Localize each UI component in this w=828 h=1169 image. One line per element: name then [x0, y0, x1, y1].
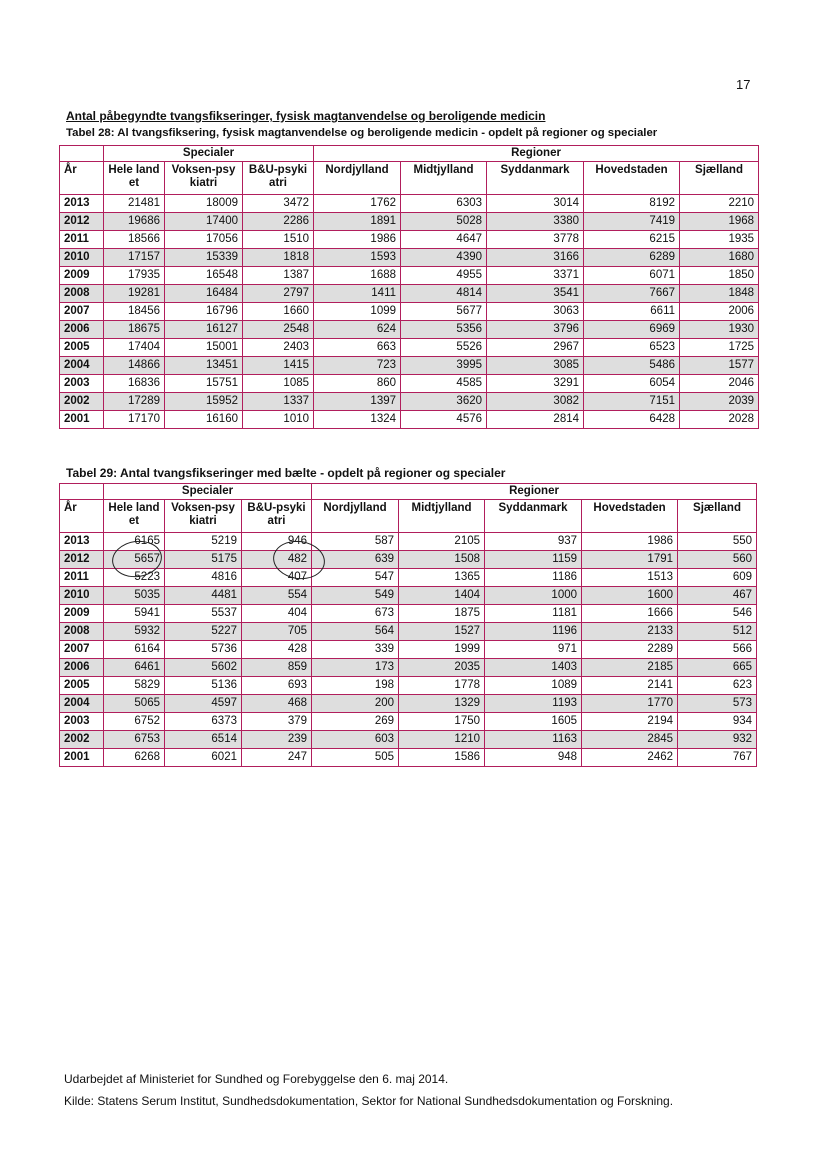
value-cell: 767 [678, 749, 757, 767]
footer-source: Kilde: Statens Serum Institut, Sundhedsdokumentation, Sektor for National Sundhedsdokumentation og Forskning. [64, 1094, 674, 1108]
year-cell: 2012 [60, 213, 104, 231]
value-cell: 4814 [401, 285, 487, 303]
year-cell: 2011 [60, 569, 104, 587]
table-row [60, 605, 757, 623]
table-row [60, 749, 757, 767]
value-cell: 17404 [104, 339, 165, 357]
value-cell: 200 [312, 695, 399, 713]
value-cell: 1875 [399, 605, 485, 623]
table-row [60, 249, 759, 267]
value-cell: 1850 [680, 267, 759, 285]
year-cell: 2005 [60, 339, 104, 357]
column-header: Voksen-psykiatri [165, 500, 242, 533]
group-header-regioner: Regioner [312, 484, 757, 500]
value-cell: 1848 [680, 285, 759, 303]
table28 [59, 145, 759, 429]
value-cell: 609 [678, 569, 757, 587]
value-cell: 1986 [314, 231, 401, 249]
value-cell: 1660 [243, 303, 314, 321]
value-cell: 5356 [401, 321, 487, 339]
year-cell: 2001 [60, 411, 104, 429]
column-header: Syddanmark [487, 162, 584, 195]
value-cell: 2133 [582, 623, 678, 641]
value-cell: 3014 [487, 195, 584, 213]
value-cell: 379 [242, 713, 312, 731]
year-cell: 2013 [60, 195, 104, 213]
value-cell: 1930 [680, 321, 759, 339]
value-cell: 1770 [582, 695, 678, 713]
value-cell: 1163 [485, 731, 582, 749]
value-cell: 339 [312, 641, 399, 659]
year-cell: 2004 [60, 357, 104, 375]
value-cell: 549 [312, 587, 399, 605]
table-row [60, 731, 757, 749]
value-cell: 6611 [584, 303, 680, 321]
year-cell: 2010 [60, 249, 104, 267]
value-cell: 17170 [104, 411, 165, 429]
value-cell: 1186 [485, 569, 582, 587]
value-cell: 19686 [104, 213, 165, 231]
value-cell: 16548 [165, 267, 243, 285]
value-cell: 1600 [582, 587, 678, 605]
value-cell: 5829 [104, 677, 165, 695]
value-cell: 2006 [680, 303, 759, 321]
column-header: Nordjylland [312, 500, 399, 533]
value-cell: 17157 [104, 249, 165, 267]
value-cell: 5932 [104, 623, 165, 641]
year-cell: 2012 [60, 551, 104, 569]
table-row [60, 695, 757, 713]
value-cell: 550 [678, 533, 757, 551]
section-heading: Antal påbegyndte tvangsfikseringer, fysisk magtanvendelse og beroligende medicin [66, 109, 546, 123]
value-cell: 1099 [314, 303, 401, 321]
column-header: År [60, 500, 104, 533]
value-cell: 1324 [314, 411, 401, 429]
value-cell: 723 [314, 357, 401, 375]
value-cell: 639 [312, 551, 399, 569]
value-cell: 18009 [165, 195, 243, 213]
value-cell: 1404 [399, 587, 485, 605]
value-cell: 14866 [104, 357, 165, 375]
value-cell: 2028 [680, 411, 759, 429]
value-cell: 560 [678, 551, 757, 569]
value-cell: 5136 [165, 677, 242, 695]
value-cell: 1891 [314, 213, 401, 231]
value-cell: 505 [312, 749, 399, 767]
value-cell: 5065 [104, 695, 165, 713]
value-cell: 1089 [485, 677, 582, 695]
value-cell: 6215 [584, 231, 680, 249]
value-cell: 1999 [399, 641, 485, 659]
value-cell: 554 [242, 587, 312, 605]
year-cell: 2010 [60, 587, 104, 605]
value-cell: 4597 [165, 695, 242, 713]
value-cell: 3796 [487, 321, 584, 339]
value-cell: 6514 [165, 731, 242, 749]
value-cell: 1986 [582, 533, 678, 551]
value-cell: 1387 [243, 267, 314, 285]
value-cell: 1397 [314, 393, 401, 411]
table-row [60, 713, 757, 731]
value-cell: 673 [312, 605, 399, 623]
value-cell: 1791 [582, 551, 678, 569]
table-row [60, 677, 757, 695]
value-cell: 564 [312, 623, 399, 641]
value-cell: 1818 [243, 249, 314, 267]
value-cell: 6268 [104, 749, 165, 767]
column-header: Voksen-psykiatri [165, 162, 243, 195]
value-cell: 17289 [104, 393, 165, 411]
value-cell: 1337 [243, 393, 314, 411]
value-cell: 5486 [584, 357, 680, 375]
value-cell: 5028 [401, 213, 487, 231]
value-cell: 3472 [243, 195, 314, 213]
value-cell: 5223 [104, 569, 165, 587]
value-cell: 1527 [399, 623, 485, 641]
value-cell: 16484 [165, 285, 243, 303]
year-cell: 2002 [60, 393, 104, 411]
value-cell: 4955 [401, 267, 487, 285]
value-cell: 1778 [399, 677, 485, 695]
value-cell: 6289 [584, 249, 680, 267]
table-row [60, 641, 757, 659]
value-cell: 1000 [485, 587, 582, 605]
value-cell: 1085 [243, 375, 314, 393]
year-cell: 2007 [60, 303, 104, 321]
value-cell: 3166 [487, 249, 584, 267]
value-cell: 1680 [680, 249, 759, 267]
value-cell: 7419 [584, 213, 680, 231]
value-cell: 15952 [165, 393, 243, 411]
value-cell: 5941 [104, 605, 165, 623]
value-cell: 17056 [165, 231, 243, 249]
value-cell: 3063 [487, 303, 584, 321]
value-cell: 1935 [680, 231, 759, 249]
table-row [60, 533, 757, 551]
value-cell: 1750 [399, 713, 485, 731]
table29-caption: Tabel 29: Antal tvangsfikseringer med bælte - opdelt på regioner og specialer [66, 466, 506, 480]
value-cell: 18675 [104, 321, 165, 339]
value-cell: 5035 [104, 587, 165, 605]
value-cell: 948 [485, 749, 582, 767]
value-cell: 5219 [165, 533, 242, 551]
value-cell: 566 [678, 641, 757, 659]
value-cell: 3995 [401, 357, 487, 375]
table-row [60, 321, 759, 339]
value-cell: 6164 [104, 641, 165, 659]
value-cell: 2403 [243, 339, 314, 357]
value-cell: 269 [312, 713, 399, 731]
value-cell: 1508 [399, 551, 485, 569]
value-cell: 404 [242, 605, 312, 623]
value-cell: 2105 [399, 533, 485, 551]
value-cell: 2194 [582, 713, 678, 731]
table-row [60, 375, 759, 393]
value-cell: 247 [242, 749, 312, 767]
value-cell: 1605 [485, 713, 582, 731]
value-cell: 1403 [485, 659, 582, 677]
value-cell: 2185 [582, 659, 678, 677]
value-cell: 16796 [165, 303, 243, 321]
value-cell: 4576 [401, 411, 487, 429]
value-cell: 18566 [104, 231, 165, 249]
value-cell: 623 [678, 677, 757, 695]
value-cell: 13451 [165, 357, 243, 375]
value-cell: 2289 [582, 641, 678, 659]
value-cell: 4585 [401, 375, 487, 393]
value-cell: 2967 [487, 339, 584, 357]
value-cell: 6752 [104, 713, 165, 731]
value-cell: 198 [312, 677, 399, 695]
value-cell: 512 [678, 623, 757, 641]
year-cell: 2003 [60, 375, 104, 393]
value-cell: 8192 [584, 195, 680, 213]
year-cell: 2002 [60, 731, 104, 749]
value-cell: 937 [485, 533, 582, 551]
value-cell: 6165 [104, 533, 165, 551]
value-cell: 16160 [165, 411, 243, 429]
value-cell: 5677 [401, 303, 487, 321]
year-cell: 2011 [60, 231, 104, 249]
value-cell: 6428 [584, 411, 680, 429]
group-header-regioner: Regioner [314, 146, 759, 162]
value-cell: 693 [242, 677, 312, 695]
value-cell: 3085 [487, 357, 584, 375]
column-header: Hele landet [104, 500, 165, 533]
table-row [60, 339, 759, 357]
value-cell: 173 [312, 659, 399, 677]
table-row [60, 285, 759, 303]
value-cell: 2039 [680, 393, 759, 411]
year-cell: 2001 [60, 749, 104, 767]
table28-caption: Tabel 28: Al tvangsfiksering, fysisk magtanvendelse og beroligende medicin - opdelt på regioner og specialer [66, 127, 658, 139]
value-cell: 2286 [243, 213, 314, 231]
table-row [60, 659, 757, 677]
column-header: Hele landet [104, 162, 165, 195]
table-row [60, 231, 759, 249]
column-header: Sjælland [680, 162, 759, 195]
table-row [60, 623, 757, 641]
column-header: Hovedstaden [582, 500, 678, 533]
table-row [60, 213, 759, 231]
column-header: B&U-psykiatri [243, 162, 314, 195]
value-cell: 6021 [165, 749, 242, 767]
year-cell: 2006 [60, 659, 104, 677]
value-cell: 2035 [399, 659, 485, 677]
year-cell: 2007 [60, 641, 104, 659]
value-cell: 934 [678, 713, 757, 731]
value-cell: 4816 [165, 569, 242, 587]
value-cell: 16127 [165, 321, 243, 339]
value-cell: 624 [314, 321, 401, 339]
value-cell: 705 [242, 623, 312, 641]
value-cell: 4390 [401, 249, 487, 267]
value-cell: 587 [312, 533, 399, 551]
value-cell: 2548 [243, 321, 314, 339]
value-cell: 1762 [314, 195, 401, 213]
table-row [60, 267, 759, 285]
value-cell: 3380 [487, 213, 584, 231]
value-cell: 3371 [487, 267, 584, 285]
value-cell: 547 [312, 569, 399, 587]
value-cell: 1510 [243, 231, 314, 249]
footer-prepared-by: Udarbejdet af Ministeriet for Sundhed og Forebyggelse den 6. maj 2014. [64, 1072, 449, 1086]
column-header: B&U-psykiatri [242, 500, 312, 533]
value-cell: 1725 [680, 339, 759, 357]
value-cell: 1577 [680, 357, 759, 375]
value-cell: 6054 [584, 375, 680, 393]
value-cell: 5657 [104, 551, 165, 569]
year-cell: 2009 [60, 605, 104, 623]
year-cell: 2006 [60, 321, 104, 339]
table-row [60, 393, 759, 411]
value-cell: 467 [678, 587, 757, 605]
year-cell: 2005 [60, 677, 104, 695]
value-cell: 16836 [104, 375, 165, 393]
column-header: Midtjylland [399, 500, 485, 533]
value-cell: 5227 [165, 623, 242, 641]
table-row [60, 551, 757, 569]
value-cell: 971 [485, 641, 582, 659]
value-cell: 3620 [401, 393, 487, 411]
value-cell: 3778 [487, 231, 584, 249]
value-cell: 15001 [165, 339, 243, 357]
value-cell: 663 [314, 339, 401, 357]
value-cell: 1411 [314, 285, 401, 303]
year-cell: 2013 [60, 533, 104, 551]
value-cell: 5736 [165, 641, 242, 659]
value-cell: 1688 [314, 267, 401, 285]
column-header: Midtjylland [401, 162, 487, 195]
value-cell: 1193 [485, 695, 582, 713]
value-cell: 15339 [165, 249, 243, 267]
value-cell: 573 [678, 695, 757, 713]
value-cell: 1210 [399, 731, 485, 749]
value-cell: 482 [242, 551, 312, 569]
year-cell: 2008 [60, 285, 104, 303]
value-cell: 1181 [485, 605, 582, 623]
value-cell: 6373 [165, 713, 242, 731]
value-cell: 546 [678, 605, 757, 623]
group-header-specialer: Specialer [104, 484, 312, 500]
value-cell: 6753 [104, 731, 165, 749]
value-cell: 946 [242, 533, 312, 551]
column-header: Hovedstaden [584, 162, 680, 195]
value-cell: 18456 [104, 303, 165, 321]
value-cell: 5537 [165, 605, 242, 623]
value-cell: 6071 [584, 267, 680, 285]
value-cell: 17935 [104, 267, 165, 285]
value-cell: 1666 [582, 605, 678, 623]
value-cell: 1010 [243, 411, 314, 429]
table-row [60, 569, 757, 587]
value-cell: 1365 [399, 569, 485, 587]
table-row [60, 411, 759, 429]
value-cell: 4481 [165, 587, 242, 605]
value-cell: 468 [242, 695, 312, 713]
group-header-specialer: Specialer [104, 146, 314, 162]
value-cell: 1586 [399, 749, 485, 767]
corner-cell [60, 484, 104, 500]
value-cell: 1593 [314, 249, 401, 267]
value-cell: 15751 [165, 375, 243, 393]
value-cell: 1415 [243, 357, 314, 375]
value-cell: 2141 [582, 677, 678, 695]
corner-cell [60, 146, 104, 162]
value-cell: 5526 [401, 339, 487, 357]
value-cell: 6523 [584, 339, 680, 357]
column-header: Syddanmark [485, 500, 582, 533]
value-cell: 1329 [399, 695, 485, 713]
year-cell: 2009 [60, 267, 104, 285]
value-cell: 1159 [485, 551, 582, 569]
value-cell: 4647 [401, 231, 487, 249]
value-cell: 1513 [582, 569, 678, 587]
table29 [59, 483, 757, 767]
value-cell: 2210 [680, 195, 759, 213]
value-cell: 5175 [165, 551, 242, 569]
value-cell: 2046 [680, 375, 759, 393]
value-cell: 6461 [104, 659, 165, 677]
table-row [60, 195, 759, 213]
column-header: Nordjylland [314, 162, 401, 195]
year-cell: 2003 [60, 713, 104, 731]
value-cell: 2845 [582, 731, 678, 749]
value-cell: 1968 [680, 213, 759, 231]
value-cell: 3541 [487, 285, 584, 303]
value-cell: 17400 [165, 213, 243, 231]
value-cell: 2814 [487, 411, 584, 429]
value-cell: 3082 [487, 393, 584, 411]
value-cell: 860 [314, 375, 401, 393]
value-cell: 859 [242, 659, 312, 677]
column-header: År [60, 162, 104, 195]
table-row [60, 357, 759, 375]
value-cell: 932 [678, 731, 757, 749]
value-cell: 19281 [104, 285, 165, 303]
value-cell: 21481 [104, 195, 165, 213]
value-cell: 428 [242, 641, 312, 659]
value-cell: 3291 [487, 375, 584, 393]
value-cell: 407 [242, 569, 312, 587]
value-cell: 5602 [165, 659, 242, 677]
year-cell: 2008 [60, 623, 104, 641]
value-cell: 239 [242, 731, 312, 749]
value-cell: 1196 [485, 623, 582, 641]
value-cell: 6969 [584, 321, 680, 339]
value-cell: 665 [678, 659, 757, 677]
column-header: Sjælland [678, 500, 757, 533]
table-row [60, 303, 759, 321]
page-number: 17 [736, 77, 751, 92]
value-cell: 2462 [582, 749, 678, 767]
year-cell: 2004 [60, 695, 104, 713]
table-row [60, 587, 757, 605]
value-cell: 7151 [584, 393, 680, 411]
value-cell: 6303 [401, 195, 487, 213]
value-cell: 2797 [243, 285, 314, 303]
value-cell: 603 [312, 731, 399, 749]
value-cell: 7667 [584, 285, 680, 303]
